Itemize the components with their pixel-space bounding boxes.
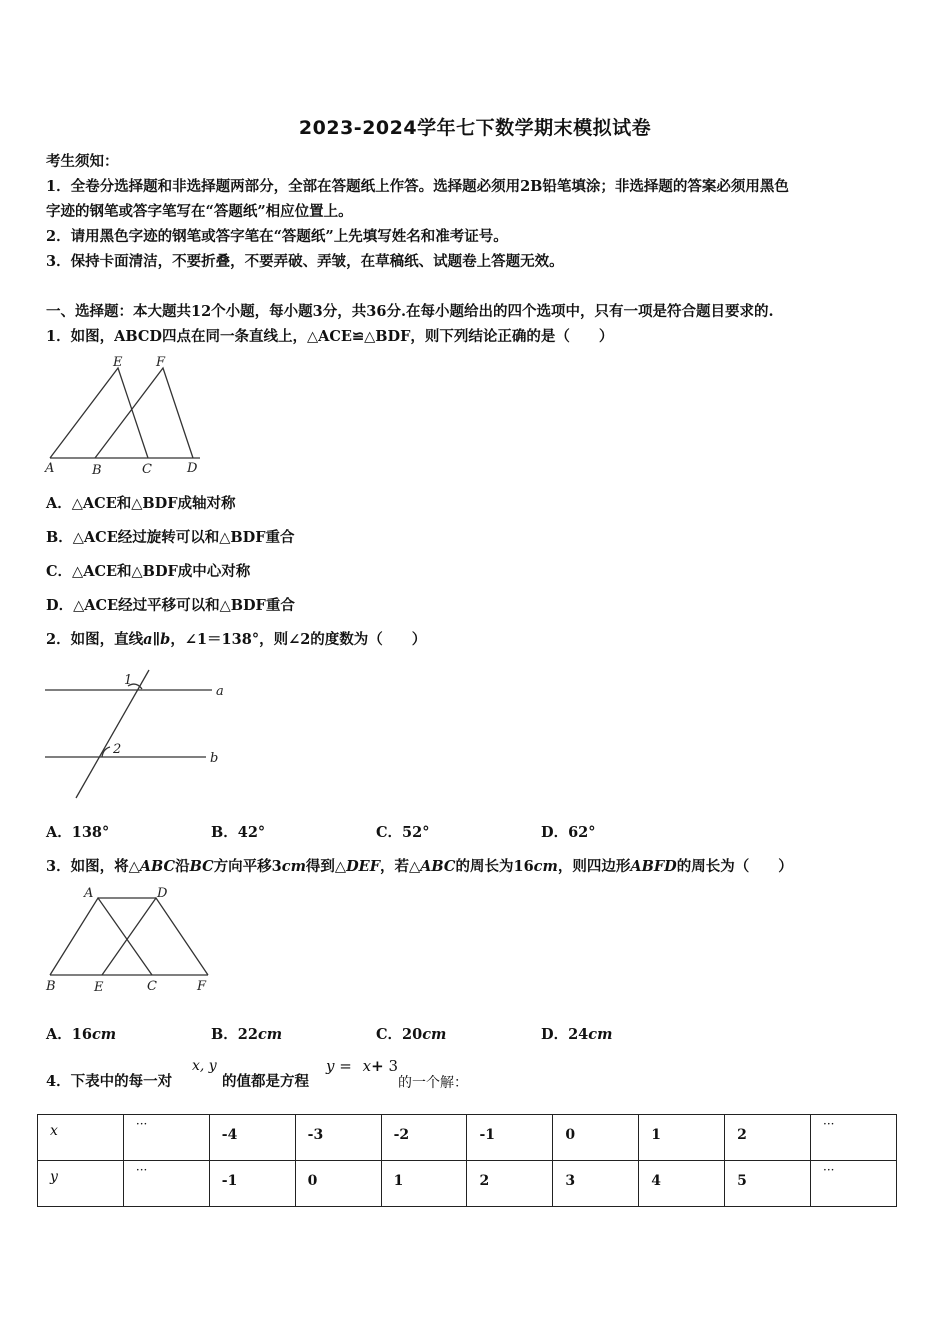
notice-line-3: 3．保持卡面清洁，不要折叠，不要弄破、弄皱，在草稿纸、试题卷上答题无效。	[46, 253, 564, 270]
table-row-x	[38, 1115, 897, 1161]
q4-eq-x: x	[362, 1057, 372, 1075]
q3-cm2: cm	[533, 858, 558, 875]
notice-line-1a: 1．全卷分选择题和非选择题两部分，全部在答题纸上作答。选择题必须用2B铅笔填涂；非选择题的答案必须用黑色	[46, 178, 789, 195]
q3-option-d[interactable]	[541, 1025, 612, 1045]
q1-option-d[interactable]: D．△ACE经过平移可以和△BDF重合	[46, 597, 295, 614]
table-row-y	[38, 1161, 897, 1207]
q3-label-a: A	[84, 886, 94, 901]
table-cell: y	[38, 1161, 124, 1207]
q1-label-e: E	[113, 355, 123, 370]
q3-stem	[46, 857, 793, 877]
q1-label-b: B	[92, 463, 102, 478]
q3-s6: 的周长为16	[455, 858, 534, 875]
table-cell: 1	[381, 1161, 467, 1207]
q4-table	[37, 1114, 897, 1207]
q1-label-c: C	[142, 462, 152, 477]
q3-label-e: E	[94, 980, 104, 995]
q3-cm1: cm	[281, 858, 306, 875]
table-cell: ···	[123, 1115, 209, 1161]
q2-label-1: 1	[124, 673, 133, 688]
table-cell: 3	[553, 1161, 639, 1207]
q3-s3: 方向平移3	[213, 858, 282, 875]
q2-option-b[interactable]: B．42°	[211, 824, 266, 841]
q4-eq-y: y	[326, 1057, 335, 1075]
q1-label-f: F	[156, 355, 166, 370]
q3-option-b-unit: cm	[257, 1026, 283, 1043]
table-cell: -3	[295, 1115, 381, 1161]
q3-option-b-number: B．22	[211, 1026, 258, 1043]
q4-eq-3: 3	[388, 1057, 398, 1075]
page-title: 2023-2024学年七下数学期末模拟试卷	[298, 117, 652, 139]
q3-s7: ，则四边形	[557, 858, 631, 875]
q2-stem-post: ，∠1＝138°，则∠2的度数为（ ）	[170, 631, 427, 648]
q3-label-f: F	[197, 979, 207, 994]
q3-label-c: C	[147, 979, 157, 994]
q1-triangle-ace	[50, 368, 148, 458]
q2-stem	[46, 630, 426, 650]
notice-line-1b: 字迹的钢笔或答字笔写在“答题纸”相应位置上。	[46, 203, 353, 220]
q3-label-d: D	[157, 886, 168, 901]
q1-option-a[interactable]: A．△ACE和△BDF成轴对称	[46, 495, 236, 512]
q3-abfd: ABFD	[630, 858, 677, 875]
q4-stem-mid: 的值都是方程	[222, 1073, 309, 1090]
q4-eq-equals: =	[339, 1057, 352, 1075]
q3-option-b[interactable]	[211, 1025, 282, 1045]
q2-label-2: 2	[113, 742, 122, 757]
table-cell: ···	[123, 1161, 209, 1207]
q3-option-d-number: D．24	[541, 1026, 589, 1043]
table-cell: 2	[467, 1161, 553, 1207]
table-cell: -1	[467, 1115, 553, 1161]
q2-label-a: a	[216, 684, 224, 699]
table-cell: ···	[811, 1161, 897, 1207]
q3-s5: ，若△	[380, 858, 421, 875]
q2-figure	[40, 665, 235, 805]
q4-stem-post: 的一个解：	[398, 1075, 468, 1091]
q1-stem: 1．如图，ABCD四点在同一条直线上，△ACE≌△BDF，则下列结论正确的是（ ）	[46, 328, 614, 345]
table-cell: 0	[295, 1161, 381, 1207]
table-cell: 0	[553, 1115, 639, 1161]
q3-figure	[40, 883, 220, 998]
q3-s4: 得到△	[305, 858, 347, 875]
q3-abc: ABC	[139, 858, 176, 875]
q1-label-d: D	[187, 461, 198, 476]
q4-stem-xy: x, y	[192, 1058, 217, 1074]
q4-stem-pre: 4．下表中的每一对	[46, 1073, 173, 1090]
table-cell: -1	[209, 1161, 295, 1207]
q2-option-c[interactable]: C．52°	[376, 824, 430, 841]
q3-option-d-unit: cm	[588, 1026, 613, 1043]
q3-def: DEF	[346, 858, 380, 875]
q3-abc2: ABC	[420, 858, 456, 875]
q3-option-a-unit: cm	[91, 1026, 117, 1043]
q3-s1: 3．如图，将△	[46, 858, 140, 875]
table-cell: -2	[381, 1115, 467, 1161]
q2-option-a[interactable]: A．138°	[46, 824, 110, 841]
q3-option-c-unit: cm	[422, 1026, 447, 1043]
notice-heading: 考生须知：	[46, 153, 119, 170]
q2-label-b: b	[210, 751, 219, 766]
q2-stem-ab: a∥b	[143, 631, 171, 648]
table-cell: -4	[209, 1115, 295, 1161]
table-cell: 5	[725, 1161, 811, 1207]
table-cell: 2	[725, 1115, 811, 1161]
table-cell: 1	[639, 1115, 725, 1161]
q3-option-c-number: C．20	[376, 1026, 423, 1043]
q3-s2: 沿	[175, 858, 190, 875]
q1-option-c[interactable]: C．△ACE和△BDF成中心对称	[46, 563, 251, 580]
q2-option-d[interactable]: D．62°	[541, 824, 596, 841]
q1-figure	[40, 352, 215, 480]
table-cell: 4	[639, 1161, 725, 1207]
section-heading: 一、选择题：本大题共12个小题，每小题3分，共36分.在每小题给出的四个选项中，只有一项是符合题目要求的.	[46, 303, 774, 320]
q1-label-a: A	[45, 461, 55, 476]
q3-option-a[interactable]	[46, 1025, 116, 1045]
q3-triangle-def	[102, 898, 208, 975]
q3-option-c[interactable]	[376, 1025, 446, 1045]
q4-equation	[326, 1057, 398, 1075]
q3-triangle-abc	[50, 898, 152, 975]
q3-s8: 的周长为（ ）	[676, 858, 793, 875]
q3-bc: BC	[189, 858, 214, 875]
q3-label-b: B	[46, 979, 56, 994]
q2-angle2-arc	[102, 747, 110, 757]
q3-option-a-number: A．16	[46, 1026, 92, 1043]
q2-stem-pre: 2．如图，直线	[46, 631, 144, 648]
q2-transversal	[76, 670, 149, 798]
table-cell: x	[38, 1115, 124, 1161]
q1-option-b[interactable]: B．△ACE经过旋转可以和△BDF重合	[46, 529, 295, 546]
table-cell: ···	[811, 1115, 897, 1161]
notice-line-2: 2．请用黑色字迹的钢笔或答字笔在“答题纸”上先填写姓名和准考证号。	[46, 228, 508, 245]
q4-eq-plus: +	[371, 1057, 384, 1075]
